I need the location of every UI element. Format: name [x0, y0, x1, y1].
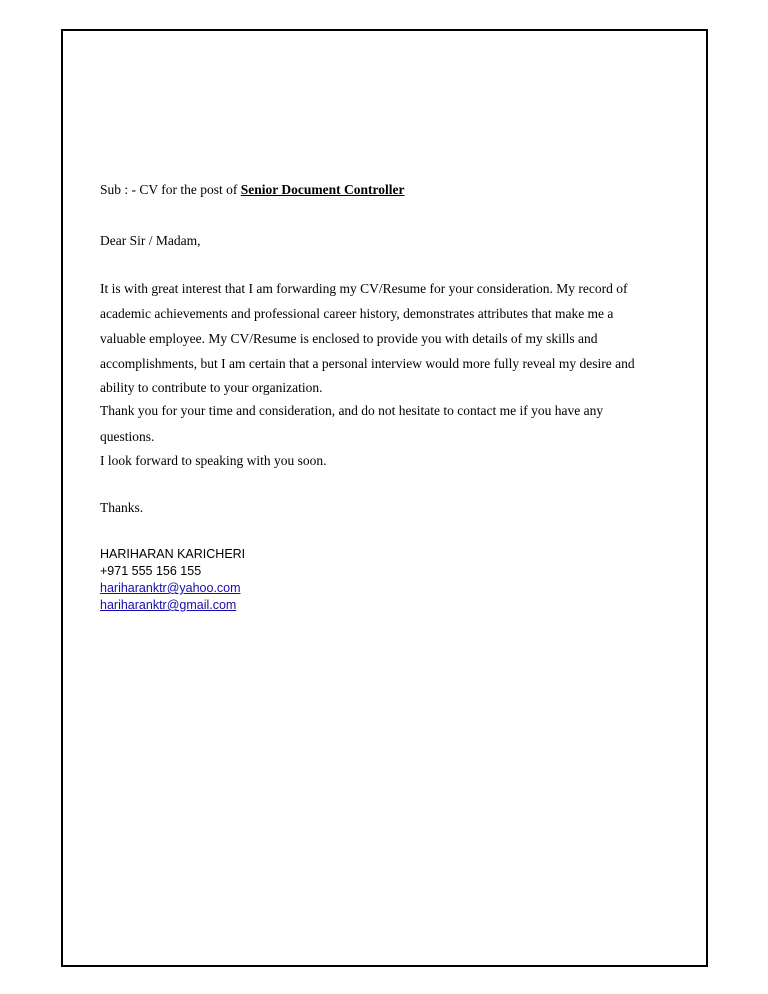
body-line: questions. — [100, 429, 155, 444]
subject-position: Senior Document Controller — [240, 182, 405, 197]
subject-line — [100, 181, 404, 199]
signature-block — [100, 546, 245, 614]
subject-prefix: Sub : - CV for the post of — [100, 182, 241, 197]
body-line: I look forward to speaking with you soon. — [100, 453, 327, 468]
body-line: academic achievements and professional career history, demonstrates attributes that make me a — [100, 306, 614, 321]
page-border — [61, 29, 708, 967]
email-link-yahoo[interactable]: hariharanktr@yahoo.com — [100, 581, 241, 595]
body-line: ability to contribute to your organization. — [100, 380, 323, 395]
salutation: Dear Sir / Madam, — [100, 233, 201, 248]
body-line: It is with great interest that I am forwarding my CV/Resume for your consideration. My record of — [100, 281, 628, 296]
closing: Thanks. — [100, 500, 144, 515]
body-line: Thank you for your time and consideration, and do not hesitate to contact me if you have any — [100, 403, 604, 418]
signer-name: HARIHARAN KARICHERI — [100, 547, 246, 561]
body-line: accomplishments, but I am certain that a personal interview would more fully reveal my desire and — [100, 356, 635, 371]
email-link-gmail[interactable]: hariharanktr@gmail.com — [100, 598, 237, 612]
signer-phone: +971 555 156 155 — [100, 564, 202, 578]
body-line: valuable employee. My CV/Resume is enclosed to provide you with details of my skills and — [100, 331, 598, 346]
